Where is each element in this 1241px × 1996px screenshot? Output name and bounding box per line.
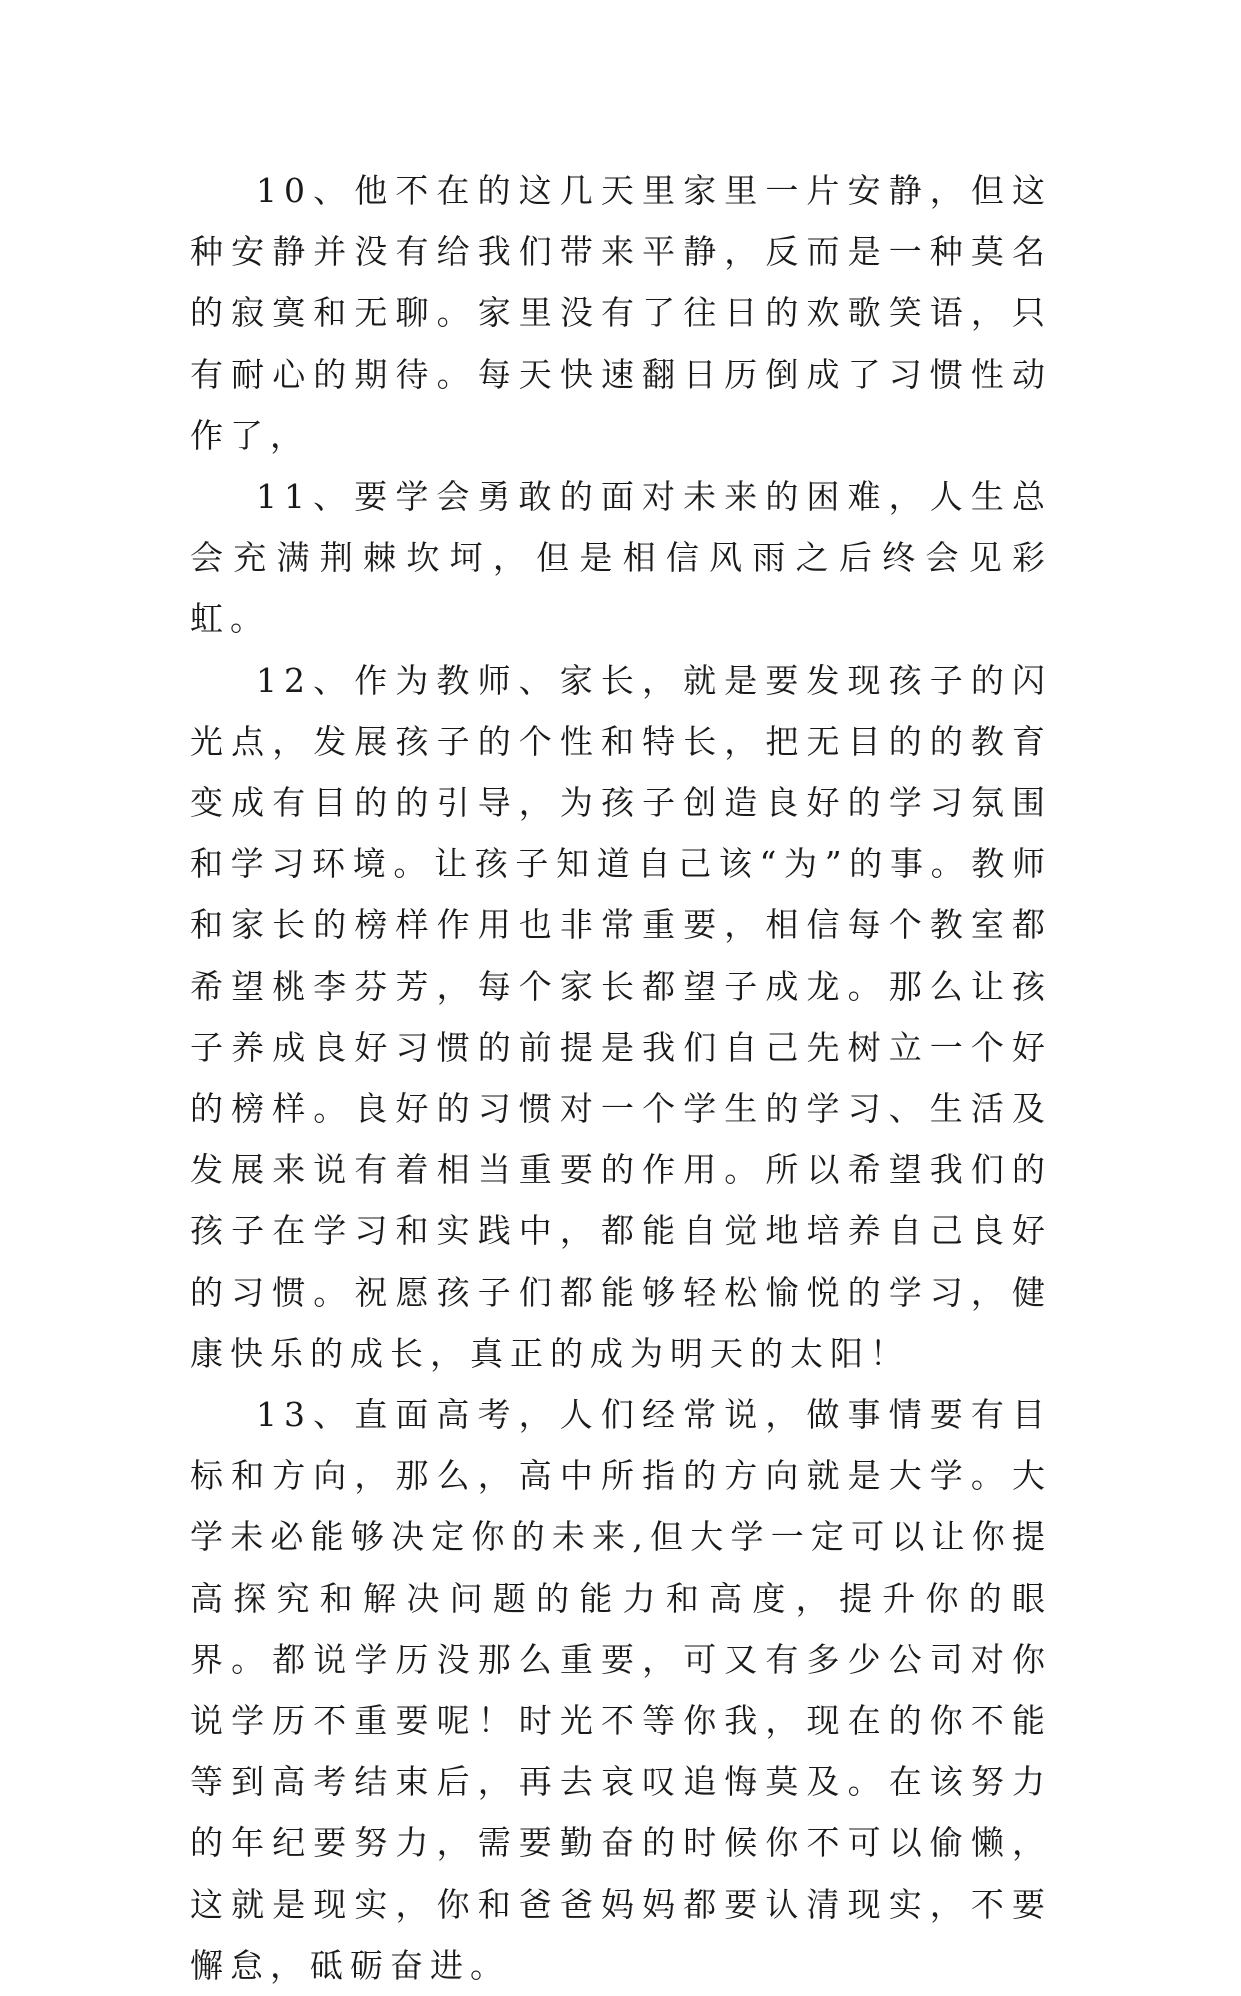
document-body <box>190 160 1052 1996</box>
paragraph-10: 10、他不在的这几天里家里一片安静，但这种安静并没有给我们带来平静，反而是一种莫名的寂寞和无聊。家里没有了往日的欢歌笑语，只有耐心的期待。每天快速翻日历倒成了习惯性动作了， <box>190 171 1052 455</box>
paragraph-13: 13、直面高考，人们经常说，做事情要有目标和方向，那么，高中所指的方向就是大学。大学未必能够决定你的未来,但大学一定可以让你提高探究和解决问题的能力和高度，提升你的眼界。都说学历没那么重要，可又有多少公司对你说学历不重要呢！时光不等你我，现在的你不能等到高考结束后，再去哀叹追悔莫及。在该努力的年纪要努力，需要勤奋的时候你不可以偷懒，这就是现实，你和爸爸妈妈都要认清现实，不要懈怠，砥砺奋进。 <box>190 1395 1052 1985</box>
paragraph-12: 12、作为教师、家长，就是要发现孩子的闪光点，发展孩子的个性和特长，把无目的的教育变成有目的的引导，为孩子创造良好的学习氛围和学习环境。让孩子知道自己该“为”的事。教师和家长的榜样作用也非常重要，相信每个教室都希望桃李芬芳，每个家长都望子成龙。那么让孩子养成良好习惯的前提是我们自己先树立一个好的榜样。良好的习惯对一个学生的学习、生活及发展来说有着相当重要的作用。所以希望我们的孩子在学习和实践中，都能自觉地培养自己良好的习惯。祝愿孩子们都能够轻松愉悦的学习，健康快乐的成长，真正的成为明天的太阳！ <box>190 660 1052 1373</box>
paragraph-11: 11、要学会勇敢的面对未来的困难，人生总会充满荆棘坎坷，但是相信风雨之后终会见彩虹。 <box>190 477 1052 639</box>
